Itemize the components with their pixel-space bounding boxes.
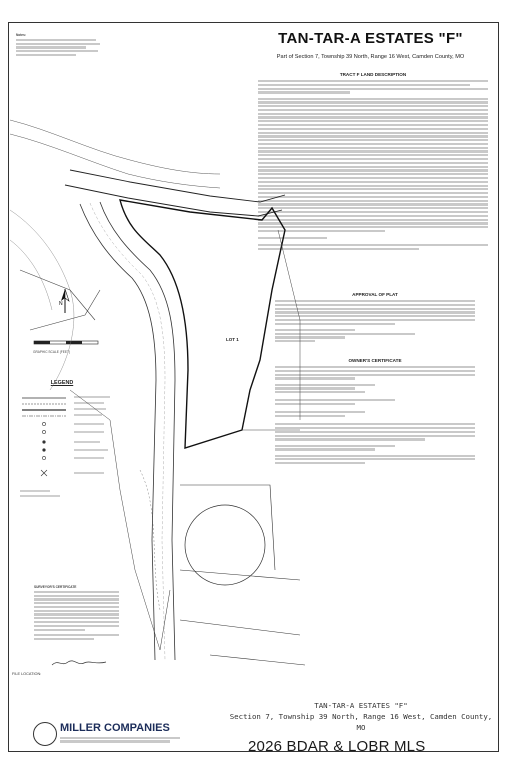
approval-heading: APPROVAL OF PLAT — [352, 292, 398, 297]
plat-subtitle: Part of Section 7, Township 39 North, Range 16 West, Camden County, MO — [276, 54, 465, 60]
notes-heading: Notes: — [16, 33, 26, 37]
surveyor-heading: SURVEYOR'S CERTIFICATE — [34, 585, 77, 589]
svg-text:N: N — [59, 301, 63, 307]
bottom-title-line1: TAN-TAR-A ESTATES "F" — [314, 701, 408, 710]
bottom-title-block — [226, 700, 496, 733]
plat-drawing — [10, 90, 310, 670]
lot-1-label: LOT 1 — [226, 337, 239, 342]
tract-heading: TRACT F LAND DESCRIPTION — [339, 72, 407, 77]
owners-heading: OWNER'S CERTIFICATE — [348, 358, 402, 363]
company-seal-icon — [33, 722, 57, 746]
company-name: MILLER COMPANIES — [60, 722, 170, 734]
file-location: FILE LOCATION: — [12, 672, 42, 676]
plat-title: TAN-TAR-A ESTATES "F" — [278, 30, 463, 47]
legend-heading: LEGEND — [50, 380, 74, 386]
surveyor-signature-icon — [50, 657, 110, 669]
notes-block — [16, 33, 106, 58]
mls-watermark: 2026 BDAR & LOBR MLS — [248, 738, 426, 755]
bottom-title-line2: Section 7, Township 39 North, Range 16 West, Camden County, MO — [229, 712, 493, 732]
graphic-scale-label: GRAPHIC SCALE (FEET) — [33, 350, 71, 354]
surveyors-certificate — [34, 585, 119, 665]
company-details — [60, 735, 210, 744]
